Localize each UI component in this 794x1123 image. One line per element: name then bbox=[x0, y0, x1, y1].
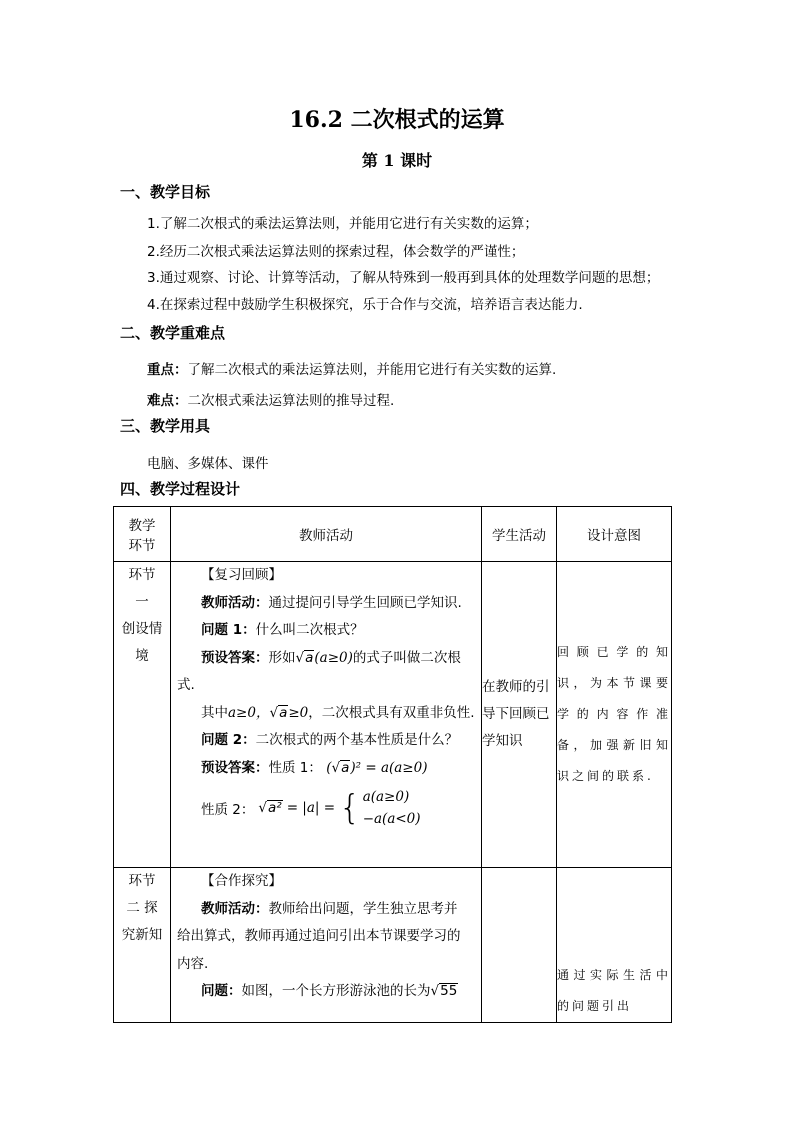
page-title: 16.2 二次根式的运算 bbox=[289, 107, 505, 133]
objective-item: 3.通过观察、讨论、计算等活动，了解从特殊到一般再到具体的处理数学问题的思想； bbox=[147, 270, 660, 286]
teaching-process-table bbox=[113, 506, 672, 1023]
section-tag: 【合作探究】 bbox=[201, 873, 282, 889]
difficult-point bbox=[147, 389, 394, 409]
key-point-label: 重点： bbox=[147, 362, 188, 378]
section-heading-process: 四、教学过程设计 bbox=[120, 480, 241, 498]
section-tag: 【复习回顾】 bbox=[201, 567, 282, 583]
teacher-activity-cell: 【合作探究】 教师活动：教师给出问题，学生独立思考并 给出算式，教师再通过追问引出本节课要学习的 内容. 问题：如图，一个长方形游泳池的长为√55 bbox=[171, 868, 482, 1023]
design-intent-cell: 回顾已学的知识，为本节课要学的内容作准备，加强新旧知识之间的联系. bbox=[557, 562, 672, 868]
tools-text: 电脑、多媒体、课件 bbox=[147, 456, 269, 472]
header-stage: 教学 环节 bbox=[114, 507, 171, 562]
table-row bbox=[114, 562, 672, 868]
objective-item: 1.了解二次根式的乘法运算法则，并能用它进行有关实数的运算； bbox=[147, 216, 538, 232]
section-heading-objectives: 一、教学目标 bbox=[120, 183, 211, 201]
objective-item: 4.在探索过程中鼓励学生积极探究，乐于合作与交流，培养语言表达能力. bbox=[147, 297, 583, 313]
header-intent: 设计意图 bbox=[557, 507, 672, 562]
difficult-point-label: 难点： bbox=[147, 393, 188, 409]
design-intent-cell: 通过实际生活中的问题引出 bbox=[557, 868, 672, 1023]
student-activity-cell: 在教师的引导下回顾已学知识 bbox=[482, 562, 557, 868]
sqrt-a: a bbox=[305, 649, 314, 666]
objective-item: 2.经历二次根式乘法运算法则的探索过程，体会数学的严谨性； bbox=[147, 244, 525, 260]
key-point bbox=[147, 358, 556, 378]
student-activity-cell bbox=[482, 868, 557, 1023]
section-heading-tools: 三、教学用具 bbox=[120, 417, 211, 435]
table-row bbox=[114, 868, 672, 1023]
key-point-text: 了解二次根式的乘法运算法则，并能用它进行有关实数的运算. bbox=[187, 362, 557, 378]
stage-cell: 环节 一 创设情 境 bbox=[114, 562, 171, 868]
section-heading-key-points: 二、教学重难点 bbox=[120, 324, 226, 342]
difficult-point-text: 二次根式乘法运算法则的推导过程. bbox=[187, 393, 395, 409]
teacher-activity-cell: 【复习回顾】 教师活动：通过提问引导学生回顾已学知识. 问题 1：什么叫二次根式？ 预设答案：形如√a(a≥0)的式子叫做二次根 式. 其中a≥0，√a≥0，二次根式具有双重非负性. 问题 2：二次根式的两个基本性质是什么？ 预设答案：性质 1： (√a)² = a(a≥0) 性质 2： √ a² = |a| = { a(a≥0) −a(a<0) bbox=[171, 562, 482, 868]
property-2: 性质 2： √ a² = |a| = { a(a≥0) −a(a<0) bbox=[201, 788, 421, 828]
table-header-row bbox=[114, 507, 672, 562]
header-teacher: 教师活动 bbox=[171, 507, 482, 562]
header-student: 学生活动 bbox=[482, 507, 557, 562]
stage-cell: 环节 二 探 究新知 bbox=[114, 868, 171, 1023]
lesson-number: 第 1 课时 bbox=[361, 151, 433, 170]
